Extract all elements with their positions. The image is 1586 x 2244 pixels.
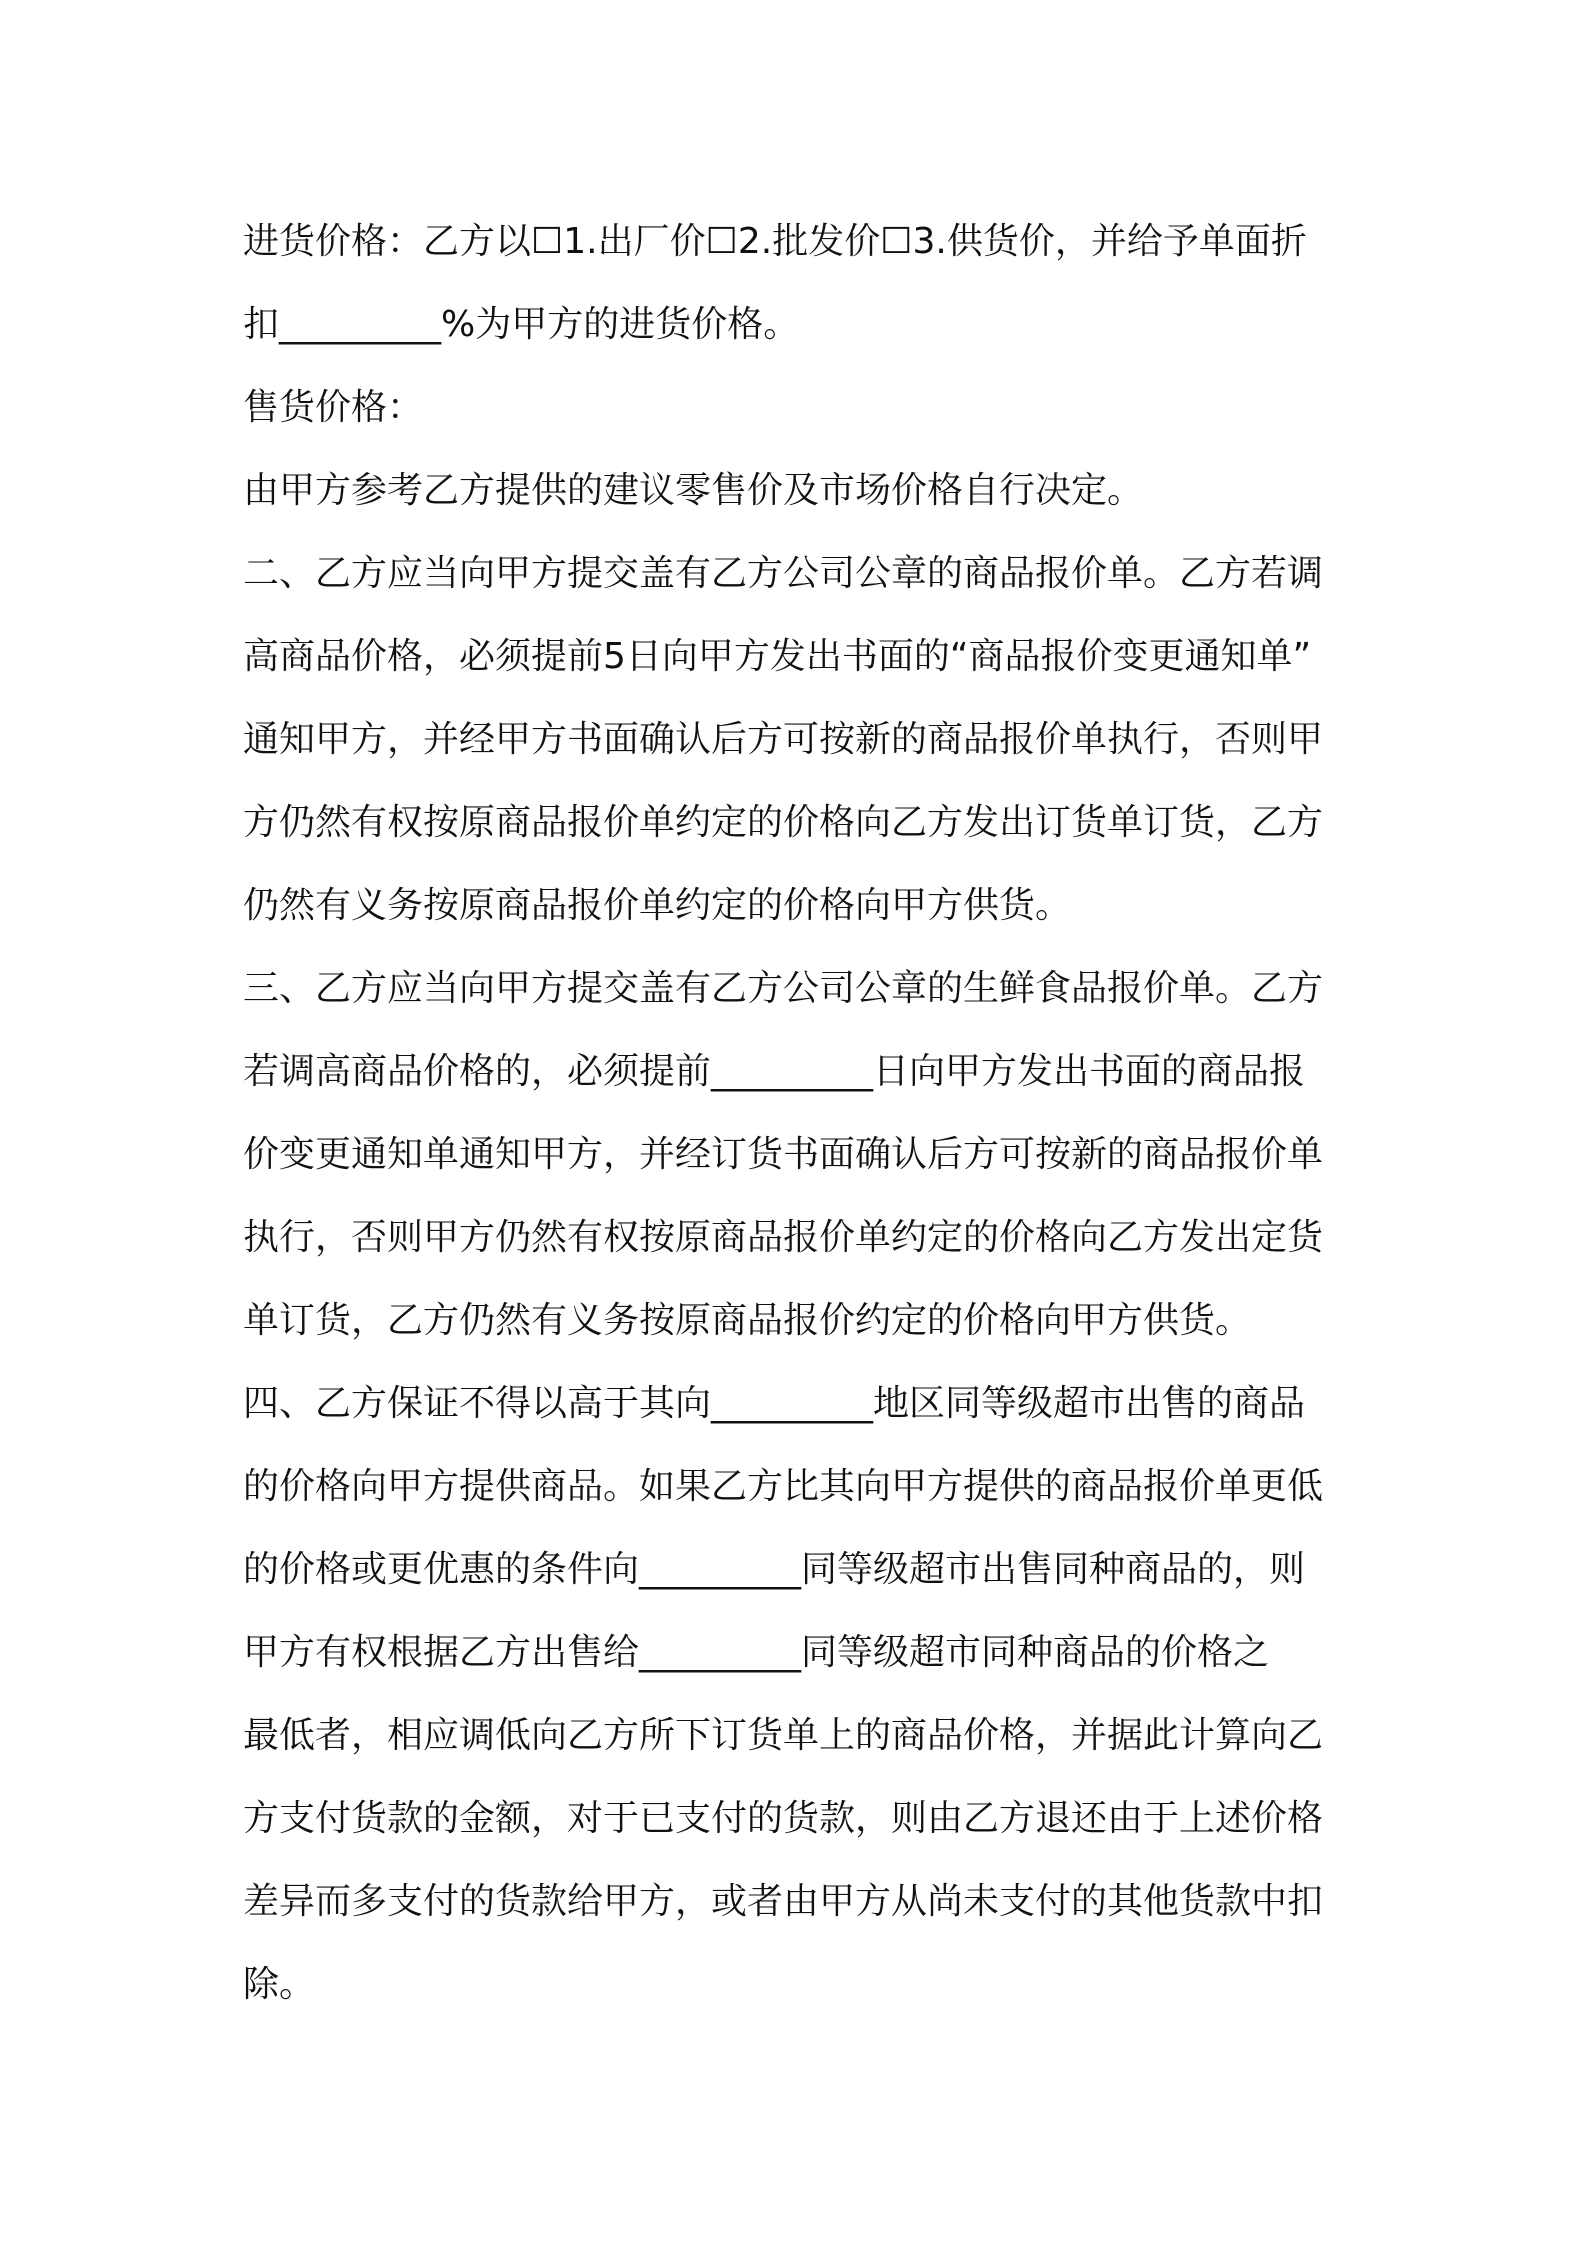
text-line: 扣_________%为甲方的进货价格。 <box>243 304 800 345</box>
text-line: 售货价格： <box>243 387 424 428</box>
paragraph-clause-3 <box>243 947 1353 1362</box>
text-line: 通知甲方，并经甲方书面确认后方可按新的商品报价单执行，否则甲 <box>243 719 1324 760</box>
text-line: 二、乙方应当向甲方提交盖有乙方公司公章的商品报价单。乙方若调 <box>243 553 1324 594</box>
text-line: 方仍然有权按原商品报价单约定的价格向乙方发出订货单订货，乙方 <box>243 802 1324 843</box>
text-line: 进货价格：乙方以☐1.出厂价☐2.批发价☐3.供货价，并给予单面折 <box>243 221 1307 262</box>
text-line: 除。 <box>243 1964 316 2005</box>
text-line: 四、乙方保证不得以高于其向_________地区同等级超市出售的商品 <box>243 1383 1306 1424</box>
text-line: 由甲方参考乙方提供的建议零售价及市场价格自行决定。 <box>243 470 1144 511</box>
text-line: 方支付货款的金额，对于已支付的货款，则由乙方退还由于上述价格 <box>243 1798 1324 1839</box>
paragraph-sale-price-heading <box>243 366 1353 449</box>
document-body <box>243 200 1353 2026</box>
text-line: 的价格向甲方提供商品。如果乙方比其向甲方提供的商品报价单更低 <box>243 1466 1324 1507</box>
text-line: 差异而多支付的货款给甲方，或者由甲方从尚未支付的其他货款中扣 <box>243 1881 1324 1922</box>
text-line: 甲方有权根据乙方出售给_________同等级超市同种商品的价格之 <box>243 1632 1270 1673</box>
text-line: 的价格或更优惠的条件向_________同等级超市出售同种商品的，则 <box>243 1549 1306 1590</box>
text-line: 若调高商品价格的，必须提前_________日向甲方发出书面的商品报 <box>243 1051 1306 1092</box>
text-line: 执行，否则甲方仍然有权按原商品报价单约定的价格向乙方发出定货 <box>243 1217 1324 1258</box>
text-line: 最低者，相应调低向乙方所下订货单上的商品价格，并据此计算向乙 <box>243 1715 1324 1756</box>
paragraph-purchase-price <box>243 200 1353 366</box>
paragraph-clause-2 <box>243 532 1353 947</box>
text-line: 价变更通知单通知甲方，并经订货书面确认后方可按新的商品报价单 <box>243 1134 1324 1175</box>
paragraph-clause-4 <box>243 1362 1353 2026</box>
text-line: 单订货，乙方仍然有义务按原商品报价约定的价格向甲方供货。 <box>243 1300 1252 1341</box>
text-line: 仍然有义务按原商品报价单约定的价格向甲方供货。 <box>243 885 1072 926</box>
text-line: 三、乙方应当向甲方提交盖有乙方公司公章的生鲜食品报价单。乙方 <box>243 968 1324 1009</box>
text-line: 高商品价格，必须提前5日向甲方发出书面的“商品报价变更通知单” <box>243 636 1312 677</box>
paragraph-sale-price-body <box>243 449 1353 532</box>
